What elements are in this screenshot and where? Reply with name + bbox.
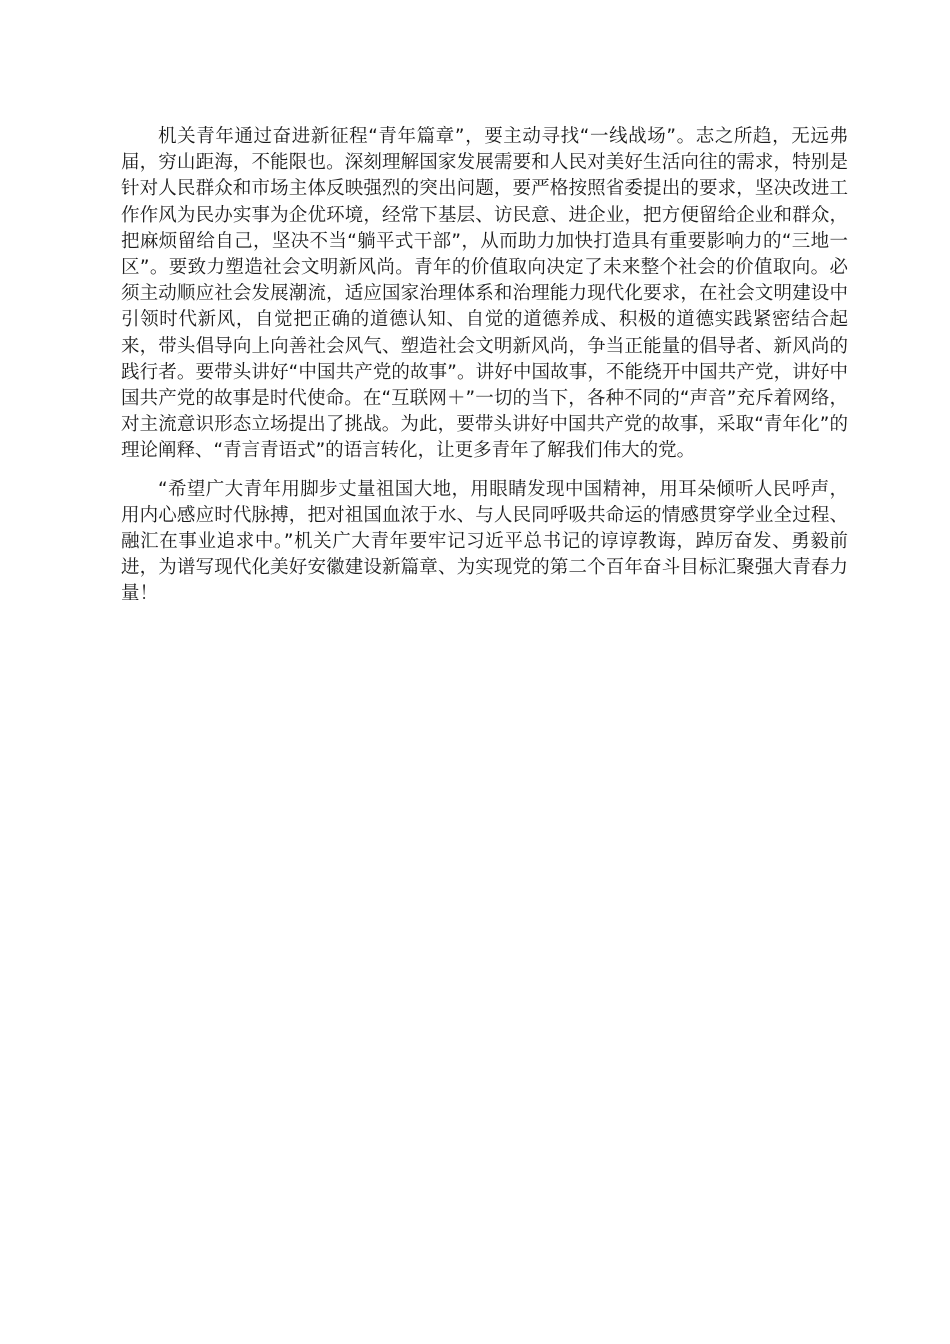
body-paragraph-1: 机关青年通过奋进新征程“青年篇章”，要主动寻找“一线战场”。志之所趋，无远弗届，穷山距海，不能限也。深刻理解国家发展需要和人民对美好生活向往的需求，特别是针对人民群众和市场主体反映强烈的突出问题，要严格按照省委提出的要求，坚决改进工作作风为民办实事为企优环境，经常下基层、访民意、进企业，把方便留给企业和群众，把麻烦留给自己，坚决不当“躺平式干部”，从而助力加快打造具有重要影响力的“三地一区”。要致力塑造社会文明新风尚。青年的价值取向决定了未来整个社会的价值取向。必须主动顺应社会发展潮流，适应国家治理体系和治理能力现代化要求，在社会文明建设中引领时代新风，自觉把正确的道德认知、自觉的道德养成、积极的道德实践紧密结合起来，带头倡导向上向善社会风气、塑造社会文明新风尚，争当正能量的倡导者、新风尚的践行者。要带头讲好“中国共产党的故事”。讲好中国故事，不能绕开中国共产党，讲好中国共产党的故事是时代使命。在“互联网＋”一切的当下，各种不同的“声音”充斥着网络，对主流意识形态立场提出了挑战。为此，要带头讲好中国共产党的故事，采取“青年化”的理论阐释、“青言青语式”的语言转化，让更多青年了解我们伟大的党。 [121,126,848,462]
body-paragraph-2: “希望广大青年用脚步丈量祖国大地，用眼睛发现中国精神，用耳朵倾听人民呼声，用内心感应时代脉搏，把对祖国血浓于水、与人民同呼吸共命运的情感贯穿学业全过程、融汇在事业追求中。”机关广大青年要牢记习近平总书记的谆谆教诲，踔厉奋发、勇毅前进，为谱写现代化美好安徽建设新篇章、为实现党的第二个百年奋斗目标汇聚强大青春力量！ [121,478,848,605]
document-body [121,124,848,608]
